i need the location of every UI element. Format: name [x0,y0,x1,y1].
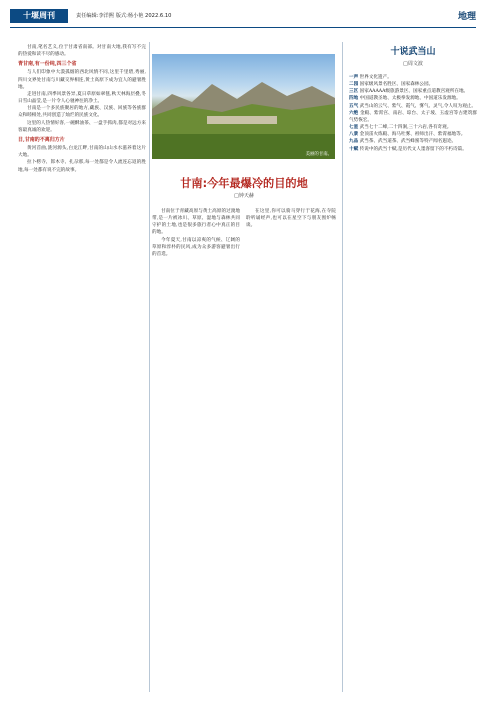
list-item: 五气 武当山的云气、紫气、霞气、雾气、灵气,令人叹为观止。 [349,103,476,109]
list-item: 八景 金顶雷火炼殿、海马吐雾、祖师出汗、紫霄福地等。 [349,132,466,138]
subhead-1: 青甘南,有一份纯,四三个省 [18,61,77,68]
list-item: 二园 国家级风景名胜区、国家森林公园。 [349,82,434,88]
list-item: 三区 国家AAAAA级旅游景区、国家重点道教宫观所在地。 [349,89,469,95]
landscape-photo [152,54,335,159]
main-para-3: 在这里,你可以骑马穿行于花海,在寺院聆听诵经声,也可以在星空下与朋友围炉畅谈。 [246,209,336,229]
list-item: 一声 世界文化遗产。 [349,75,392,80]
left-para-5: 黄河首曲,洮河源头,白龙江畔,甘南的山山水水滋养着这片大地。 [18,146,146,159]
left-intro: 甘南,笔名艺义,位于甘肃省南部。对甘南大地,我有写不完的热爱和读不尽的感动。 [18,45,146,58]
right-column [349,74,477,694]
left-para-2: 走进甘南,四季风景各异,夏日草原如翠毯,秋天林海层叠,冬日雪山晶莹,是一片令人心驰神往的净土。 [18,91,146,105]
page-header [0,0,486,34]
mountain-illustration [152,54,335,159]
list-item: 九品 武当茶、武当道茶、武当蜂蜜等特产闻名遐迩。 [349,139,457,145]
article-author: □钟天赫 [234,193,254,199]
list-item: 七星 武当七十二峰,二十四涧,三十六岩,各有奇观。 [349,125,452,131]
right-article-author: □周文波 [403,61,423,67]
left-para-3: 甘南是一个多民族聚居的地方,藏族、汉族、回族等各族群众和睦相处,共同创造了灿烂的民族文化。 [18,106,146,119]
left-para-1: 与人们印象中大漠孤烟的西北风情不同,这里千里碧,秀丽,四川文界处甘南与川藏交界相连,黄土高原下成为宜人的避暑胜地。 [18,70,146,90]
section-label: 地理 [457,12,476,22]
list-item: 六绝 金殿、紫霄宫、南岩、琼台、太子坡、玉虚宫等古建筑群气势恢宏。 [349,110,477,123]
column-divider-2 [342,42,343,692]
masthead: 十堰周刊 [10,9,68,23]
main-para-2: 今年夏天,甘南以凉爽的气候、辽阔的草原和淳朴的民风,成为众多游客避暑出行的首选。 [152,237,240,257]
left-para-6: 拉卜楞寺、郎木寺、扎尕那,每一处都是令人流连忘返的胜地,每一处都有说不完的故事。 [18,160,146,173]
column-divider-1 [149,42,150,692]
middle-column-a [152,208,240,694]
main-para-1: 甘南位于青藏高原与黄土高原的过渡地带,是一片被冰川、草原、湿地与森林共同守护的土地,也是很多旅行者心中真正的目的地。 [152,209,240,236]
photo-caption: 美丽的甘南。 [305,152,332,157]
editors-line: 责任编辑:李洋熙 版式:杨小艳 2022.6.10 [76,13,172,19]
left-column [18,44,146,694]
middle-column-b [246,208,336,694]
list-item: 十赋 传说中的武当十赋,是历代文人墨客留下的不朽诗篇。 [349,146,467,152]
subhead-2: 日,甘南的不离归方片 [18,136,65,143]
article-title: 甘南:今年最爆冷的目的地 [180,177,308,190]
header-rule [10,27,476,28]
left-para-4: 这里的人热情好客,一碗酥油茶、一盘手抓肉,都是对远方来客最真诚的欢迎。 [18,120,146,133]
right-article-title: 十说武当山 [390,47,436,57]
list-item: 四地 中国道教圣地、太极拳发源地、中国道乐发源地。 [349,96,461,102]
